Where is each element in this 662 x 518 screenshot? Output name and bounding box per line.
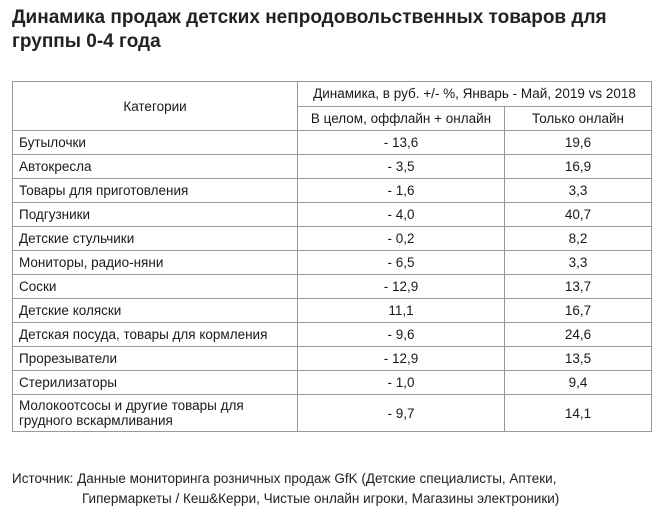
table-row: [13, 299, 652, 323]
table-row: [13, 371, 652, 395]
row-total: - 12,9: [298, 275, 505, 299]
row-online: 40,7: [505, 203, 652, 227]
row-online: 13,7: [505, 275, 652, 299]
table-row: [13, 155, 652, 179]
row-category: Бутылочки: [13, 131, 298, 155]
row-total: - 1,0: [298, 371, 505, 395]
row-total: - 6,5: [298, 251, 505, 275]
row-total: 11,1: [298, 299, 505, 323]
row-category: Прорезыватели: [13, 347, 298, 371]
row-total: - 4,0: [298, 203, 505, 227]
source-line-1: Источник: Данные мониторинга розничных продаж GfK (Детские специалисты, Аптеки,: [12, 471, 557, 486]
row-category: Детские стульчики: [13, 227, 298, 251]
row-category: Мониторы, радио-няни: [13, 251, 298, 275]
row-online: 3,3: [505, 251, 652, 275]
row-total: - 0,2: [298, 227, 505, 251]
row-category: Подгузники: [13, 203, 298, 227]
row-category: Детская посуда, товары для кормления: [13, 323, 298, 347]
table-row: [13, 395, 652, 432]
row-total: - 9,7: [298, 395, 505, 432]
row-online: 3,3: [505, 179, 652, 203]
row-category: Товары для приготовления: [13, 179, 298, 203]
header-category: Категории: [13, 82, 298, 131]
table-row: [13, 203, 652, 227]
row-category: Автокресла: [13, 155, 298, 179]
header-online: Только онлайн: [505, 106, 652, 131]
row-online: 16,9: [505, 155, 652, 179]
row-online: 8,2: [505, 227, 652, 251]
row-online: 16,7: [505, 299, 652, 323]
row-total: - 3,5: [298, 155, 505, 179]
row-total: - 1,6: [298, 179, 505, 203]
table-row: [13, 275, 652, 299]
source-line-2: Гипермаркеты / Кеш&Керри, Чистые онлайн игроки, Магазины электроники): [82, 491, 560, 506]
row-online: 9,4: [505, 371, 652, 395]
row-category: Стерилизаторы: [13, 371, 298, 395]
source-note: [12, 469, 652, 509]
row-total: - 9,6: [298, 323, 505, 347]
row-online: 24,6: [505, 323, 652, 347]
row-category: Соски: [13, 275, 298, 299]
row-total: - 12,9: [298, 347, 505, 371]
table-row: [13, 323, 652, 347]
row-online: 14,1: [505, 395, 652, 432]
row-total: - 13,6: [298, 131, 505, 155]
sales-table: [12, 81, 652, 432]
row-category: Молокоотсосы и другие товары для грудного вскармливания: [13, 395, 298, 432]
table-row: [13, 179, 652, 203]
row-online: 13,5: [505, 347, 652, 371]
row-category: Детские коляски: [13, 299, 298, 323]
table-row: [13, 347, 652, 371]
header-dynamics: Динамика, в руб. +/- %, Январь - Май, 2019 vs 2018: [298, 82, 652, 107]
header-total: В целом, оффлайн + онлайн: [298, 106, 505, 131]
page-title: Динамика продаж детских непродовольственных товаров для группы 0-4 года: [12, 7, 607, 52]
row-online: 19,6: [505, 131, 652, 155]
table-row: [13, 227, 652, 251]
table-row: [13, 131, 652, 155]
table-row: [13, 251, 652, 275]
